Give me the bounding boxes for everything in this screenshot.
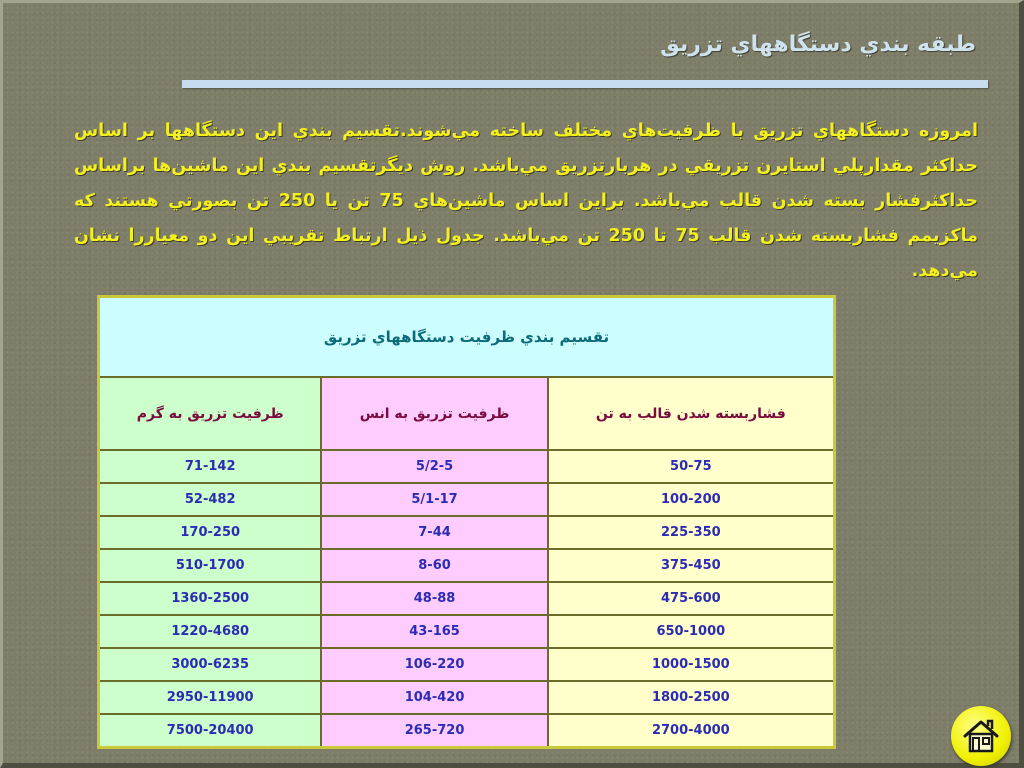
header-tonnage: فشاربسته شدن قالب به تن [548,377,835,451]
cell-ounce: 8-60 [321,549,547,582]
cell-gram: 170-250 [99,516,322,549]
cell-tonnage: 475-600 [548,582,835,615]
cell-tonnage: 375-450 [548,549,835,582]
table-row [99,681,835,714]
header-ounce: ظرفيت تزريق به انس [321,377,547,451]
table-row [99,648,835,681]
cell-ounce: 7-44 [321,516,547,549]
table-caption: تقسيم بندي ظرفيت دستگاههاي تزريق [99,297,835,377]
table-row [99,615,835,648]
table-row [99,549,835,582]
cell-tonnage: 1000-1500 [548,648,835,681]
cell-ounce: 104-420 [321,681,547,714]
slide-title: طبقه بندي دستگاههاي تزريق [660,32,976,57]
header-gram: ظرفيت تزريق به گرم [99,377,322,451]
cell-ounce: 48-88 [321,582,547,615]
cell-gram: 71-142 [99,450,322,483]
cell-tonnage: 100-200 [548,483,835,516]
cell-gram: 510-1700 [99,549,322,582]
intro-paragraph: امروزه دستگاههاي تزريق با ظرفيت‌هاي مختلف ساخته مي‌شوند.تقسيم بندي اين دستگاهها بر اساس حداكثر مقدارپلي استايرن تزريقي در هربارتزريق مي‌باشد. روش ديگرتقسيم بندي اين ماشين‌ها براساس حداكثرفشار بسته شدن قالب مي‌باشد. براين اساس ماشين‌هاي 75 تن يا 250 تن بصورتي هستند كه ماكزيمم فشاربسته شدن قالب 75 تا 250 تن مي‌باشد. جدول ذيل ارتباط تقريبي اين دو معياررا نشان مي‌دهد. [74,121,978,281]
capacity-table [97,295,836,749]
cell-ounce: 43-165 [321,615,547,648]
cell-ounce: 5/1-17 [321,483,547,516]
cell-gram: 7500-20400 [99,714,322,748]
table-row [99,483,835,516]
table-row [99,516,835,549]
home-icon [961,717,1001,755]
cell-ounce: 265-720 [321,714,547,748]
cell-gram: 3000-6235 [99,648,322,681]
table-body [99,450,835,747]
cell-gram: 1220-4680 [99,615,322,648]
table-row [99,582,835,615]
table-header-row [99,377,835,451]
cell-tonnage: 2700-4000 [548,714,835,748]
cell-tonnage: 225-350 [548,516,835,549]
table-row [99,450,835,483]
cell-ounce: 106-220 [321,648,547,681]
home-button[interactable] [951,706,1011,766]
table-caption-row [99,297,835,377]
title-underline [182,80,988,88]
cell-gram: 2950-11900 [99,681,322,714]
cell-ounce: 5/2-5 [321,450,547,483]
cell-tonnage: 650-1000 [548,615,835,648]
cell-tonnage: 50-75 [548,450,835,483]
cell-gram: 1360-2500 [99,582,322,615]
table-row [99,714,835,748]
cell-tonnage: 1800-2500 [548,681,835,714]
cell-gram: 52-482 [99,483,322,516]
